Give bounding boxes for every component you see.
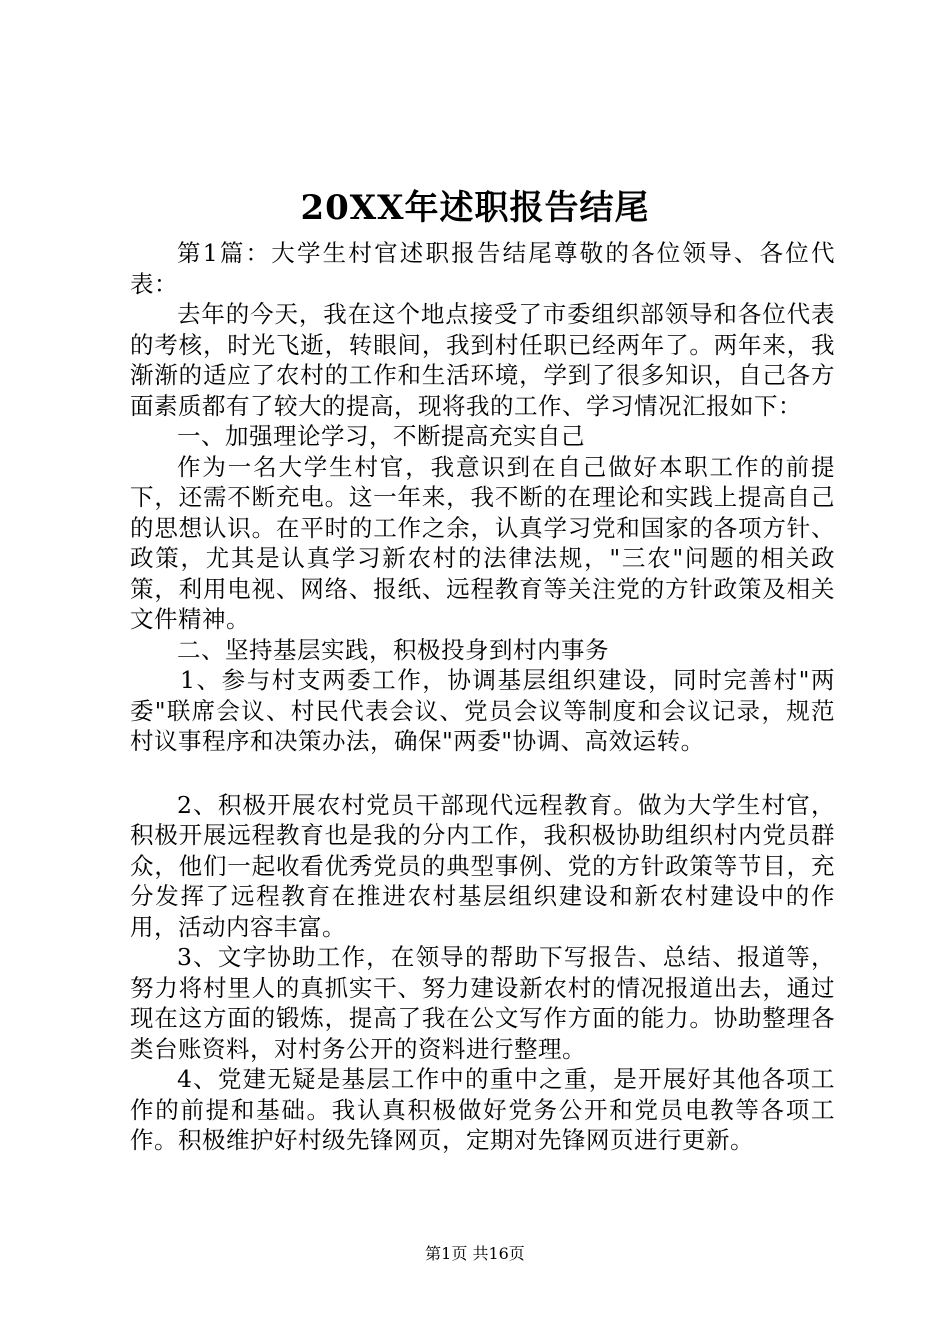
paragraph-item-3: 3、文字协助工作，在领导的帮助下写报告、总结、报道等，努力将村里人的真抓实干、努力建设新农村的情况报道出去，通过现在这方面的锻炼，提高了我在公文写作方面的能力。协助整理各类台账资料，对村务公开的资料进行整理。	[130, 943, 835, 1063]
document-body	[130, 238, 835, 1156]
section-heading-2: 二、坚持基层实践，积极投身到村内事务	[177, 635, 609, 664]
paragraph-item-4: 4、党建无疑是基层工作中的重中之重，是开展好其他各项工作的前提和基础。我认真积极做好党务公开和党员电教等各项工作。积极维护好村级先锋网页，定期对先锋网页进行更新。	[130, 1065, 835, 1154]
document-title: 20XX年述职报告结尾	[300, 188, 650, 228]
page-number-footer: 第1页 共16页	[425, 1244, 525, 1263]
section-heading-1: 一、加强理论学习，不断提高充实自己	[177, 422, 585, 450]
paragraph-item-1: 1、参与村支两委工作，协调基层组织建设，同时完善村"两委"联席会议、村民代表会议、党员会议等制度和会议记录，规范村议事程序和决策办法，确保"两委"协调、高效运转。	[130, 666, 835, 755]
paragraph-theory-study: 作为一名大学生村官，我意识到在自己做好本职工作的前提下，还需不断充电。这一年来，我不断的在理论和实践上提高自己的思想认识。在平时的工作之余，认真学习党和国家的各项方针、政策，尤其是认真学习新农村的法律法规，"三农"问题的相关政策，利用电视、网络、报纸、远程教育等关注党的方针政策及相关文件精神。	[130, 452, 835, 633]
paragraph-opening: 去年的今天，我在这个地点接受了市委组织部领导和各位代表的考核，时光飞逝，转眼间，我到村任职已经两年了。两年来，我渐渐的适应了农村的工作和生活环境，学到了很多知识，自己各方面素质都有了较大的提高，现将我的工作、学习情况汇报如下：	[130, 300, 835, 420]
paragraph-gap	[130, 757, 835, 790]
paragraph-item-2: 2、积极开展农村党员干部现代远程教育。做为大学生村官，积极开展远程教育也是我的分内工作，我积极协助组织村内党员群众，他们一起收看优秀党员的典型事例、党的方针政策等节目，充分发挥了远程教育在推进农村基层组织建设和新农村建设中的作用，活动内容丰富。	[130, 790, 835, 941]
paragraph-intro: 第1篇：大学生村官述职报告结尾尊敬的各位领导、各位代表：	[130, 239, 835, 298]
